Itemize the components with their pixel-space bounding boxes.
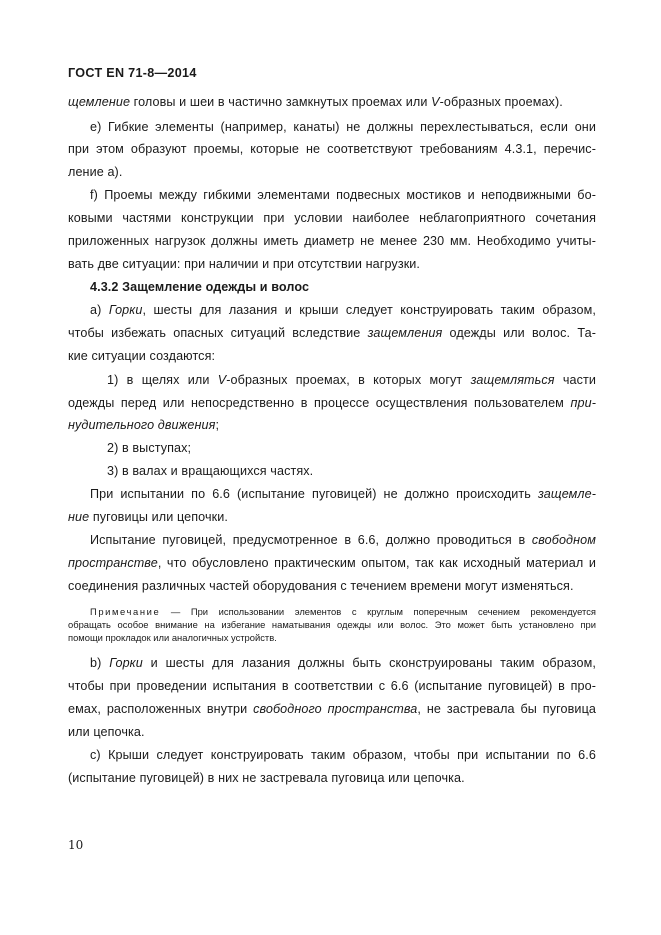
- list-item: 3) в валах и вращающихся частях.: [107, 464, 314, 478]
- text-line: (испытание пуговицей) в них не застревала пуговица или цепочка.: [68, 771, 465, 785]
- text-line: Испытание пуговицей, предусмотренное в 6.6, должно проводиться в свободном: [90, 533, 596, 547]
- page-number: 10: [68, 838, 84, 852]
- text-line: ление а).: [68, 165, 123, 179]
- note-label: Примечание: [90, 606, 161, 617]
- note-line: обращать особое внимание на избегание наматывания одежды или волос. Это может быть установлено при: [68, 619, 596, 630]
- text-line: приложенных нагрузок должны иметь диаметр не менее 230 мм. Необходимо учиты-: [68, 234, 596, 248]
- text-line: чтобы избежать опасных ситуаций вследствие защемления одежды или волос. Та-: [68, 326, 596, 340]
- list-item: 2) в выступах;: [107, 441, 192, 455]
- text-line: емах, расположенных внутри свободного пространства, не застревала бы пуговица: [68, 702, 596, 716]
- text-line: c) Крыши следует конструировать таким образом, чтобы при испытании по 6.6: [90, 748, 596, 762]
- text-line: кие ситуации создаются:: [68, 349, 216, 363]
- text-line: f) Проемы между гибкими элементами подвесных мостиков и неподвижными бо-: [90, 188, 596, 202]
- text-line: При испытании по 6.6 (испытание пуговицей) не должно происходить защемле-: [90, 487, 596, 501]
- text-line: или цепочка.: [68, 725, 145, 739]
- text-line: одежды перед или непосредственно в процессе осуществления пользователем при-: [68, 396, 596, 410]
- text-line: пространстве, что обусловлено практическим опытом, так как исходный материал и: [68, 556, 596, 570]
- text-line: щемление головы и шеи в частично замкнутых проемах или V-образных проемах).: [68, 95, 563, 109]
- text-line: b) Горки и шесты для лазания должны быть сконструированы таким образом,: [90, 656, 596, 670]
- note-line: помощи прокладок или аналогичных устройств.: [68, 632, 277, 643]
- text-line: соединения различных частей оборудования с течением времени могут изменяться.: [68, 579, 574, 593]
- text-line: a) Горки, шесты для лазания и крыши следует конструировать таким образом,: [90, 303, 596, 317]
- text-line: при этом образуют проемы, которые не соответствуют требованиям 4.3.1, перечис-: [68, 142, 596, 156]
- text-line: ние пуговицы или цепочки.: [68, 510, 229, 524]
- section-heading: 4.3.2 Защемление одежды и волос: [90, 280, 310, 294]
- text-line: нудительного движения;: [68, 418, 220, 432]
- text-line: вать две ситуации: при наличии и при отсутствии нагрузки.: [68, 257, 421, 271]
- note-line: Примечание — При использовании элементов с круглым поперечным сечением рекомендуется: [90, 606, 596, 617]
- document-header: ГОСТ EN 71-8—2014: [68, 66, 197, 80]
- text-line: чтобы при проведении испытания в соответствии с 6.6 (испытание пуговицей) в про-: [68, 679, 596, 693]
- text-line: ковыми частями конструкции при условии наиболее неблагоприятного сочетания: [68, 211, 596, 225]
- text-line: e) Гибкие элементы (например, канаты) не должны перехлестываться, если они: [90, 120, 596, 134]
- list-item: 1) в щелях или V-образных проемах, в которых могут защемляться части: [107, 373, 597, 387]
